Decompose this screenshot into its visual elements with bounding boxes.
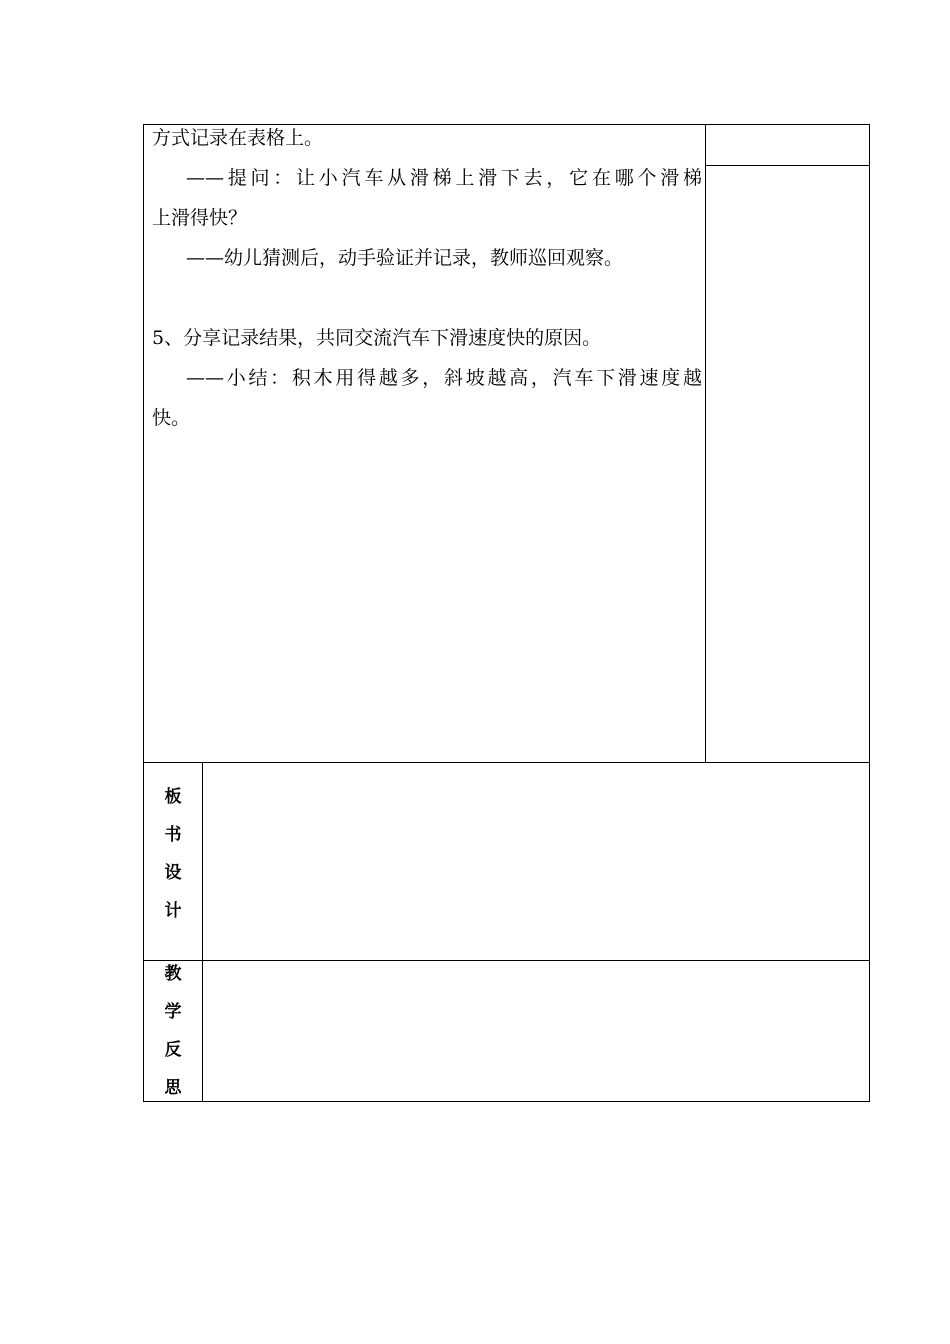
- lesson-line: 快。: [152, 407, 191, 429]
- remarks-cell-divider: [705, 165, 869, 166]
- paragraph-gap: [152, 278, 702, 318]
- board-design-label: [143, 778, 203, 930]
- lesson-line: 方式记录在表格上。: [152, 127, 324, 149]
- board-design-label-char: 计: [164, 901, 182, 921]
- board-design-label-char: 板: [164, 787, 182, 807]
- teaching-reflection-label-char: 教: [164, 964, 182, 984]
- remarks-column-divider: [705, 124, 706, 763]
- board-design-content: [210, 770, 860, 950]
- teaching-reflection-label-char: 思: [164, 1078, 182, 1098]
- teaching-reflection-label-char: 反: [164, 1040, 182, 1060]
- teaching-reflection-label: [143, 955, 203, 1107]
- board-design-label-char: 书: [164, 825, 182, 845]
- board-design-label-char: 设: [164, 863, 182, 883]
- lesson-line: 5、分享记录结果，共同交流汽车下滑速度快的原因。: [152, 327, 602, 349]
- lesson-line: ——提问：让小汽车从滑梯上滑下去，它在哪个滑梯: [186, 167, 702, 189]
- board-reflection-divider: [143, 960, 869, 961]
- lesson-line: ——幼儿猜测后，动手验证并记录，教师巡回观察。: [186, 247, 624, 269]
- teaching-reflection-content: [210, 968, 860, 1093]
- lesson-section-divider: [143, 762, 869, 763]
- lesson-line: ——小结：积木用得越多，斜坡越高，汽车下滑速度越: [186, 367, 702, 389]
- lesson-process-text: [152, 118, 702, 438]
- teaching-reflection-label-char: 学: [164, 1002, 182, 1022]
- lesson-line: 上滑得快？: [152, 207, 248, 229]
